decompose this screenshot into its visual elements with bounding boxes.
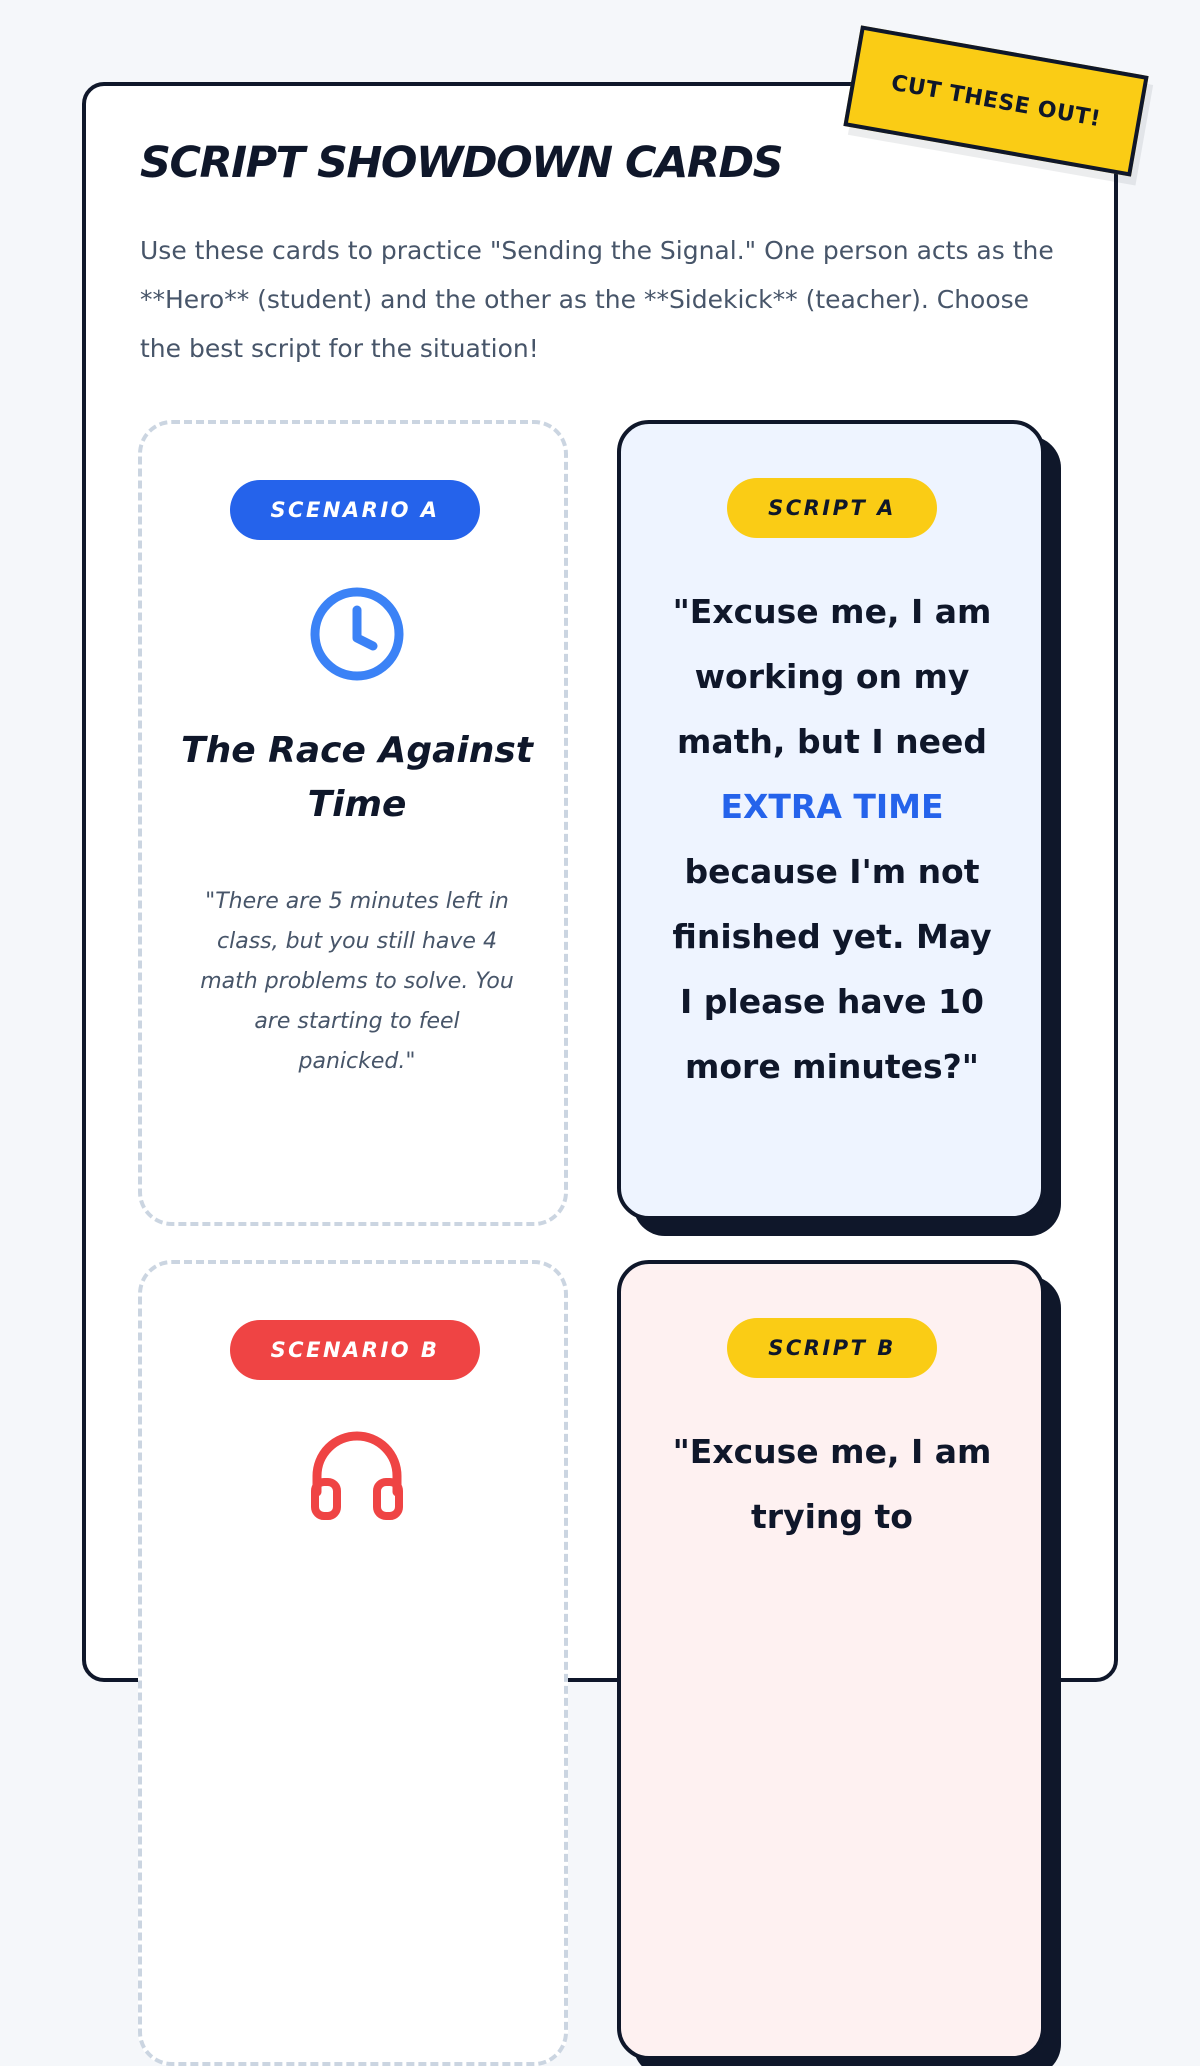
intro-text: Use these cards to practice "Sending the Signal." One person acts as the **Hero** (student) and the other as the **Sidekick** (teacher). Choose the best script for the situation! [140,236,1054,363]
sticker-label: CUT THESE OUT! [889,70,1103,132]
scenario-a-description: "There are 5 minutes left in class, but you still have 4 math problems to solve. You are starting to feel panicked." [200,889,514,1074]
script-a-text [667,579,997,1099]
clock-icon [307,584,407,684]
headphones-icon [307,1424,407,1524]
script-a-text-start: "Excuse me, I am working on my math, but I need [672,592,992,761]
scenario-a-title: The Race Against Time [181,730,533,825]
script-b-badge: SCRIPT B [727,1318,937,1378]
script-card-a [617,420,1045,1220]
scenario-b-badge: SCENARIO B [230,1320,480,1380]
script-a-extra-time: EXTRA TIME [720,787,944,826]
scenario-card-b [138,1260,568,2066]
scenario-a-badge: SCENARIO A [230,480,480,540]
script-b-text-start: "Excuse me, I am trying to [672,1432,992,1536]
script-a-badge: SCRIPT A [727,478,937,538]
script-b-text [667,1419,997,1549]
scenario-card-a [138,420,568,1226]
script-card-b [617,1260,1045,2060]
script-a-text-end: because I'm not finished yet. May I please have 10 more minutes?" [672,852,992,1086]
page-title: SCRIPT SHOWDOWN CARDS [140,138,783,188]
